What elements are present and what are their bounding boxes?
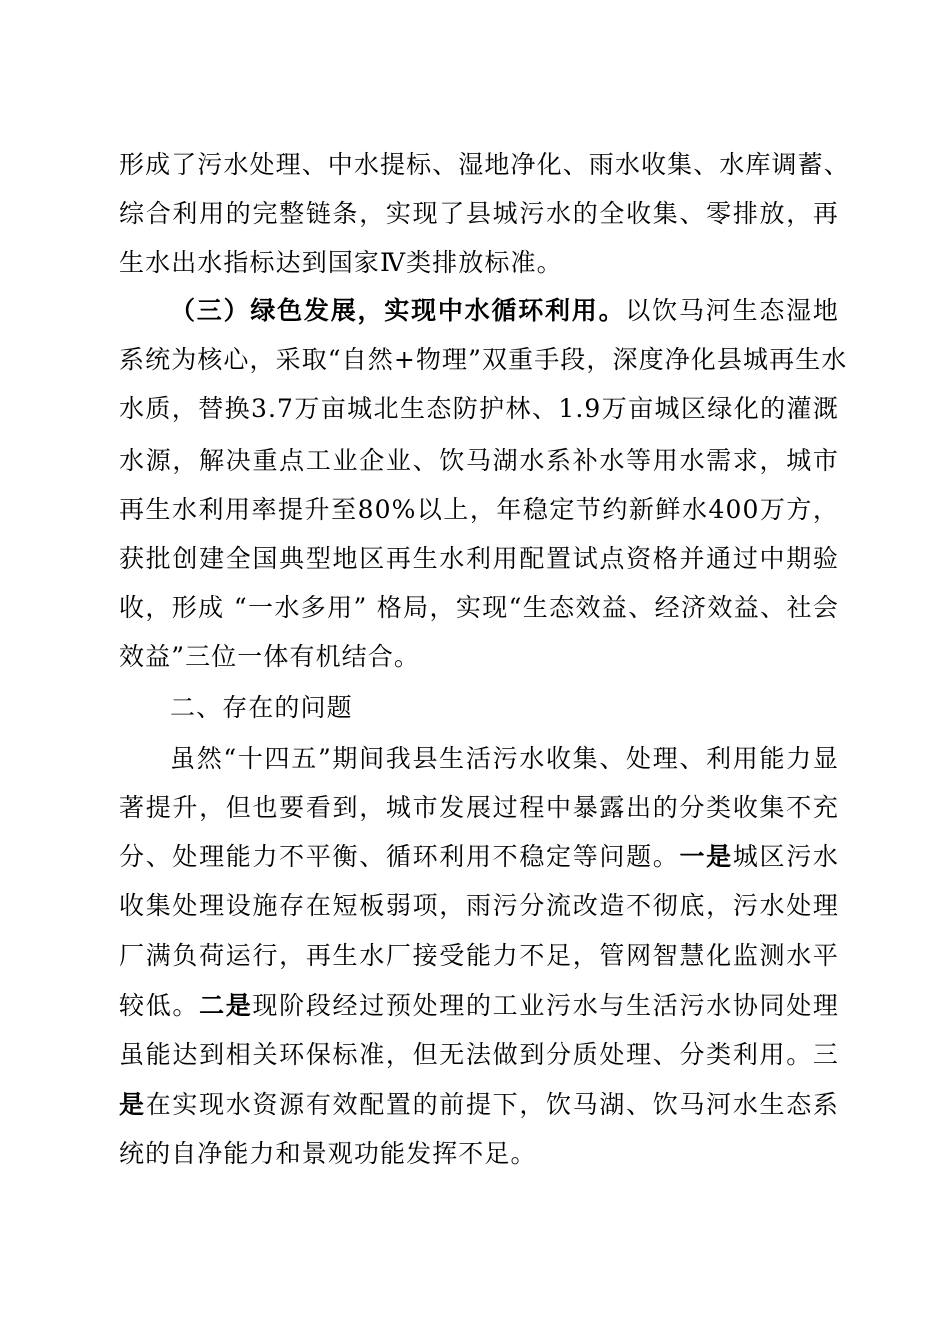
emphasis-marker: 一是 [679, 842, 733, 871]
text-run: 现阶段经过预处理的工业污水与生活污水协同处理 [252, 991, 840, 1020]
section-heading-text: 二、存在的问题 [170, 693, 353, 722]
paragraph-line [119, 485, 839, 535]
paragraph-line [119, 832, 839, 882]
subsection-heading: （三）绿色发展，实现中水循环利用。 [170, 296, 626, 325]
text-run: 生水出水指标达到国家Ⅳ类排放标准。 [119, 248, 563, 277]
paragraph-line [119, 189, 839, 239]
text-run: 效益”三位一体有机结合。 [119, 642, 420, 671]
paragraph-line [119, 534, 839, 584]
text-run: 综合利用的完整链条，实现了县城污水的全收集、零排放，再 [119, 199, 839, 228]
paragraph-line [119, 384, 839, 434]
paragraph-line [119, 981, 839, 1031]
text-run: 收，形成 “一水多用” 格局，实现“生态效益、经济效益、社会 [119, 593, 839, 622]
text-run: 形成了污水处理、中水提标、湿地净化、雨水收集、水库调蓄、 [119, 150, 850, 179]
paragraph-line [170, 286, 839, 336]
text-run: 以饮马河生态湿地 [625, 296, 839, 325]
paragraph-line [119, 1030, 839, 1080]
text-run: 较低。 [119, 991, 200, 1020]
paragraph-line [170, 734, 839, 784]
emphasis-marker: 是 [119, 1090, 146, 1119]
paragraph-line [119, 1080, 839, 1130]
text-run: 著提升，但也要看到，城市发展过程中暴露出的分类收集不充 [119, 793, 839, 822]
section-heading [170, 683, 839, 733]
paragraph-line [119, 436, 839, 486]
emphasis-marker: 二是 [199, 991, 253, 1020]
text-run: 分、处理能力不平衡、循环利用不稳定等问题。 [119, 842, 680, 871]
text-run: 在实现水资源有效配置的前提下，饮马湖、饮马河水生态系 [145, 1090, 839, 1119]
text-run: 收集处理设施存在短板弱项，雨污分流改造不彻底，污水处理 [119, 891, 839, 920]
text-run: 系统为核心，采取“自然+物理”双重手段，深度净化县城再生水 [119, 345, 848, 374]
text-run: 统的自净能力和景观功能发挥不足。 [119, 1139, 537, 1168]
paragraph-line [119, 583, 839, 633]
paragraph-line [119, 783, 839, 833]
text-run: 虽然“十四五”期间我县生活污水收集、处理、利用能力显 [170, 744, 839, 773]
paragraph-line [119, 238, 839, 288]
text-run: 水源，解决重点工业企业、饮马湖水系补水等用水需求，城市 [119, 446, 839, 475]
text-run: 水质，替换3.7万亩城北生态防护林、1.9万亩城区绿化的灌溉 [119, 394, 839, 423]
paragraph-line [119, 140, 850, 190]
text-run: 获批创建全国典型地区再生水利用配置试点资格并通过中期验 [119, 544, 839, 573]
paragraph-line [119, 1129, 839, 1179]
paragraph-line [119, 931, 839, 981]
paragraph-line [119, 881, 839, 931]
text-run: 再生水利用率提升至80%以上，年稳定节约新鲜水400万方， [119, 495, 839, 524]
text-run: 厂满负荷运行，再生水厂接受能力不足，管网智慧化监测水平 [119, 941, 839, 970]
text-run: 城区污水 [732, 842, 840, 871]
paragraph-line [119, 632, 839, 682]
paragraph-line [119, 335, 848, 385]
text-run: 虽能达到相关环保标准，但无法做到分质处理、分类利用。三 [119, 1040, 839, 1069]
